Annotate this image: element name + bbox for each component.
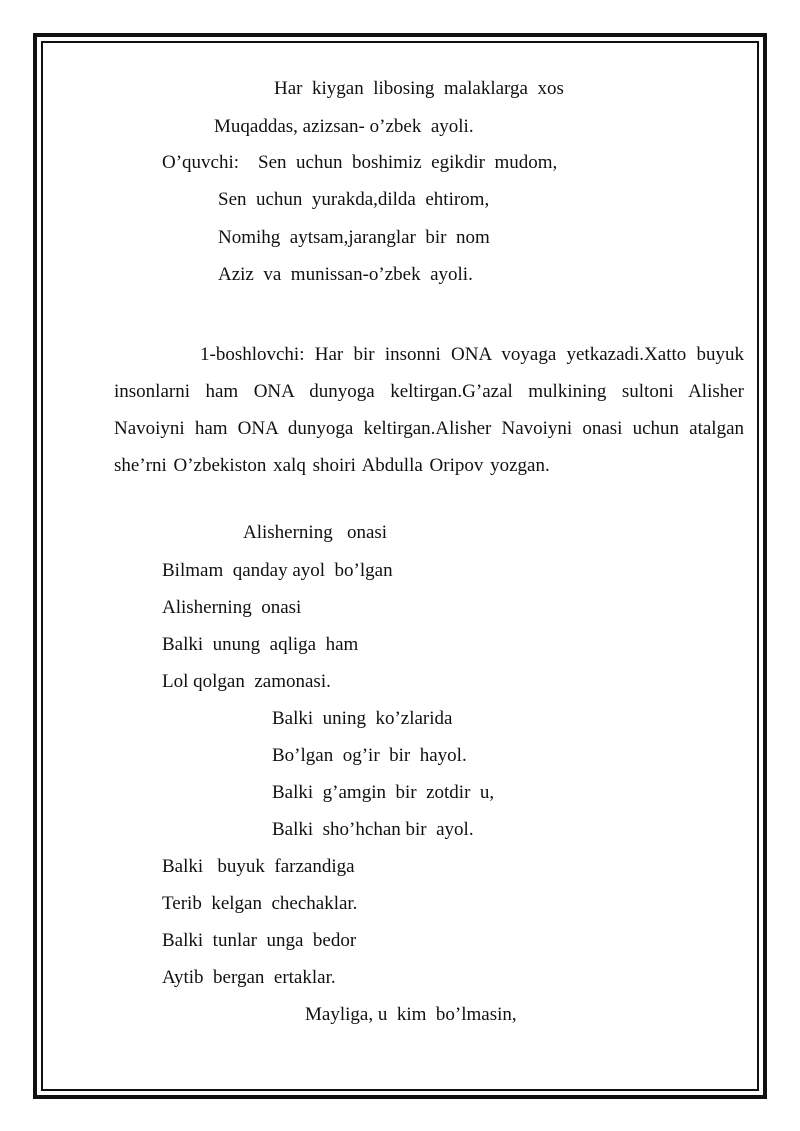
narrative-paragraph: 1-boshlovchi: Har bir insonni ONA voyaga yetkazadi.Xatto buyuk insonlarni ham ONA dunyoga keltirgan.G’azal mulkining sultoni Alisher Navoiyni ham ONA dunyoga keltirgan.Alisher Navoiyni onasi uchun atalgan she’rni O’zbekiston xalq shoiri Abdulla Oripov yozgan. <box>114 344 744 476</box>
poem-line: O’quvchi: Sen uchun boshimiz egikdir mudom, <box>162 152 558 173</box>
poem-line: Lol qolgan zamonasi. <box>162 671 331 692</box>
poem-line: Nomihg aytsam,jaranglar bir nom <box>218 227 490 248</box>
poem-line: Aziz va munissan-o’zbek ayoli. <box>218 264 473 285</box>
poem-line: Balki g’amgin bir zotdir u, <box>272 782 495 803</box>
poem-line: Balki buyuk farzandiga <box>162 856 355 877</box>
poem-line: Sen uchun yurakda,dilda ehtirom, <box>218 189 490 210</box>
poem-line: Balki sho’hchan bir ayol. <box>272 819 474 840</box>
poem-line: Bo’lgan og’ir bir hayol. <box>272 745 467 766</box>
poem-line: Har kiygan libosing malaklarga xos <box>274 78 564 99</box>
poem-line: Terib kelgan chechaklar. <box>162 893 358 914</box>
poem-line: Bilmam qanday ayol bo’lgan <box>162 560 393 581</box>
poem-line: Alisherning onasi <box>162 597 302 618</box>
poem-line: Balki uning ko’zlarida <box>272 708 453 729</box>
poem-line: Balki tunlar unga bedor <box>162 930 357 951</box>
poem-title: Alisherning onasi <box>243 522 388 543</box>
poem-line: Muqaddas, azizsan- o’zbek ayoli. <box>214 116 474 137</box>
poem-line: Balki unung aqliga ham <box>162 634 359 655</box>
poem-line: Mayliga, u kim bo’lmasin, <box>305 1004 517 1025</box>
poem-line: Aytib bergan ertaklar. <box>162 967 336 988</box>
